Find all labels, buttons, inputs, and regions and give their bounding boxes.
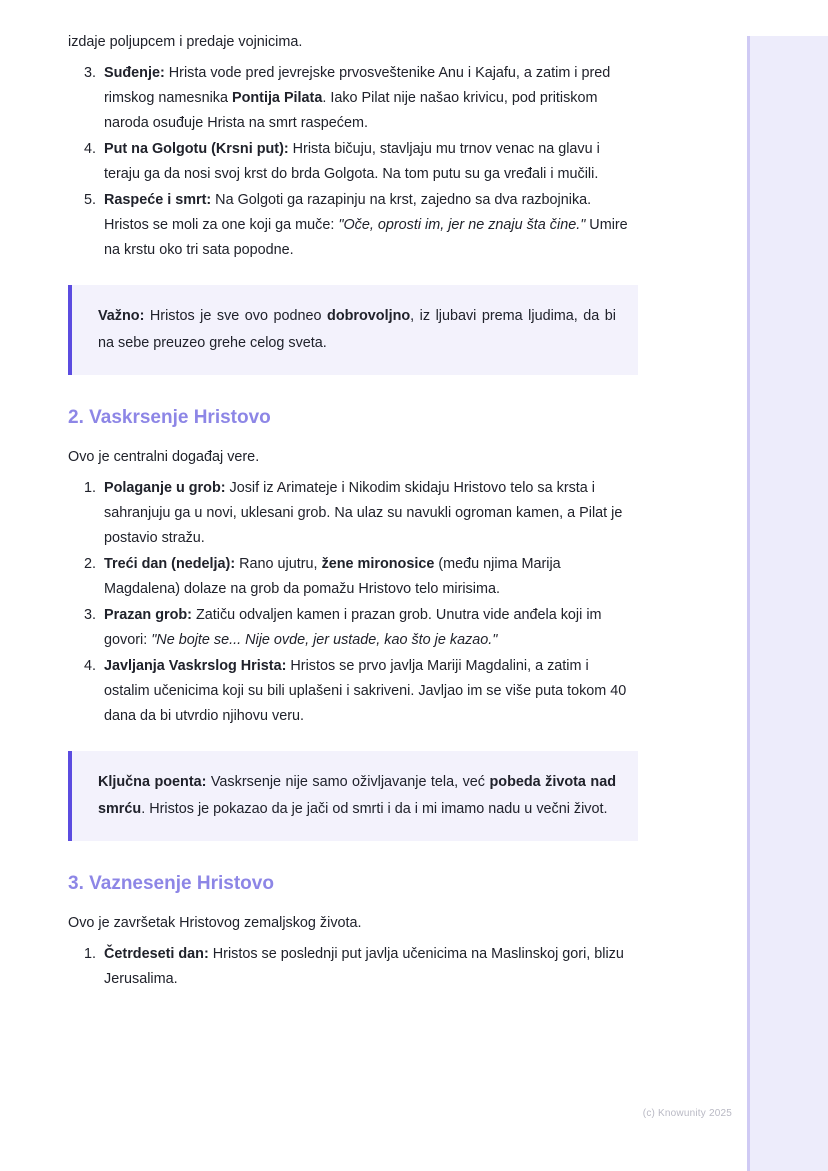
callout-emphasis: dobrovoljno: [327, 308, 411, 324]
section-heading-3: 3. Vaznesenje Hristovo: [68, 873, 274, 894]
list-item-lead: Suđenje:: [104, 65, 165, 81]
section-2-intro: Ovo je centralni događaj vere.: [68, 449, 260, 465]
list-item: [100, 188, 638, 263]
document-content: [68, 30, 638, 993]
callout-body-1: Hristos je sve ovo podneo: [144, 308, 328, 324]
list-item-text: Hrista bičuju, stavljaju mu trnov venac na glavu i teraju ga da nosi svoj krst do brda Golgota. Na tom putu su ga vređali i mučili.: [104, 141, 600, 182]
callout-body-2: . Hristos je pokazao da je jači od smrti i da i mi imamo nadu u večni život.: [141, 801, 608, 817]
crucifixion-steps-list: [68, 61, 638, 263]
section-3-intro: Ovo je završetak Hristovog zemaljskog života.: [68, 915, 362, 931]
ascension-steps-list: [68, 942, 638, 992]
callout-emphasis: pobeda života nad smrću: [98, 774, 616, 817]
list-item-text: Na Golgoti ga razapinju na krst, zajedno sa dva razbojnika. Hristos se moli za one koji ga muče:: [104, 192, 592, 233]
right-margin-strip: [750, 36, 828, 1171]
footer-credit: (c) Knowunity 2025: [642, 1108, 732, 1119]
list-item-emphasis: žene mironosice: [321, 556, 435, 572]
callout-lead: Ključna poenta:: [98, 774, 207, 790]
list-item-text: Josif iz Arimateje i Nikodim skidaju Hristovo telo sa krsta i sahranjuju ga u novi, uklesani grob. Na ulaz su navukli ogroman kamen, a Pilat je postavio stražu.: [104, 480, 623, 546]
list-item: [100, 654, 638, 729]
list-item: [100, 61, 638, 136]
resurrection-steps-list: [68, 476, 638, 729]
list-item-text-2: Umire na krstu oko tri sata popodne.: [104, 217, 628, 258]
list-item-text: Hrista vode pred jevrejske prvosveštenike Anu i Kajafu, a zatim i pred rimskog namesnika: [104, 65, 611, 106]
callout-body-1: Vaskrsenje nije samo oživljavanje tela, već: [206, 774, 490, 790]
list-item-text-2: (među njima Marija Magdalena) dolaze na grob da pomažu Hristovo telo mirisima.: [104, 556, 561, 597]
list-item-text: Hristos se prvo javlja Mariji Magdalini, a zatim i ostalim učenicima koji su bili uplašeni i sakriveni. Javljao im se više puta tokom 40 dana da bi utvrdio njihovu veru.: [104, 658, 627, 724]
right-margin-divider: [747, 36, 750, 1171]
list-item-lead: Javljanja Vaskrslog Hrista:: [104, 658, 287, 674]
callout-lead: Važno:: [98, 308, 145, 324]
callout-body-2: , iz ljubavi prema ljudima, da bi na sebe preuzeo grehe celog sveta.: [98, 308, 616, 351]
list-item-text: Zatiču odvaljen kamen i prazan grob. Unutra vide anđela koji im govori:: [104, 607, 602, 648]
callout-important: [68, 285, 638, 375]
continuation-paragraph: izdaje poljupcem i predaje vojnicima.: [68, 34, 303, 50]
list-item: [100, 552, 638, 602]
list-item-lead: Put na Golgotu (Krsni put):: [104, 141, 289, 157]
list-item-lead: Treći dan (nedelja):: [104, 556, 236, 572]
callout-text: [98, 769, 616, 823]
list-item-lead: Četrdeseti dan:: [104, 946, 209, 962]
list-item-text: Hristos se poslednji put javlja učenicima na Maslinskoj gori, blizu Jerusalima.: [104, 946, 624, 987]
callout-key-point: [68, 751, 638, 841]
list-item-text: Rano ujutru,: [235, 556, 322, 572]
list-item-emphasis: Pontija Pilata: [231, 90, 323, 106]
list-item-quote: "Oče, oprosti im, jer ne znaju šta čine.": [338, 217, 586, 233]
section-heading-2: 2. Vaskrsenje Hristovo: [68, 407, 271, 428]
list-item-quote: "Ne bojte se... Nije ovde, jer ustade, kao što je kazao.": [151, 632, 498, 648]
list-item: [100, 137, 638, 187]
list-item: [100, 942, 638, 992]
list-item-lead: Prazan grob:: [104, 607, 192, 623]
list-item-lead: Raspeće i smrt:: [104, 192, 212, 208]
list-item: [100, 603, 638, 653]
list-item-lead: Polaganje u grob:: [104, 480, 226, 496]
list-item: [100, 476, 638, 551]
list-item-text-2: . Iako Pilat nije našao krivicu, pod pritiskom naroda osuđuje Hrista na smrt raspećem.: [104, 90, 598, 131]
callout-text: [98, 303, 616, 357]
